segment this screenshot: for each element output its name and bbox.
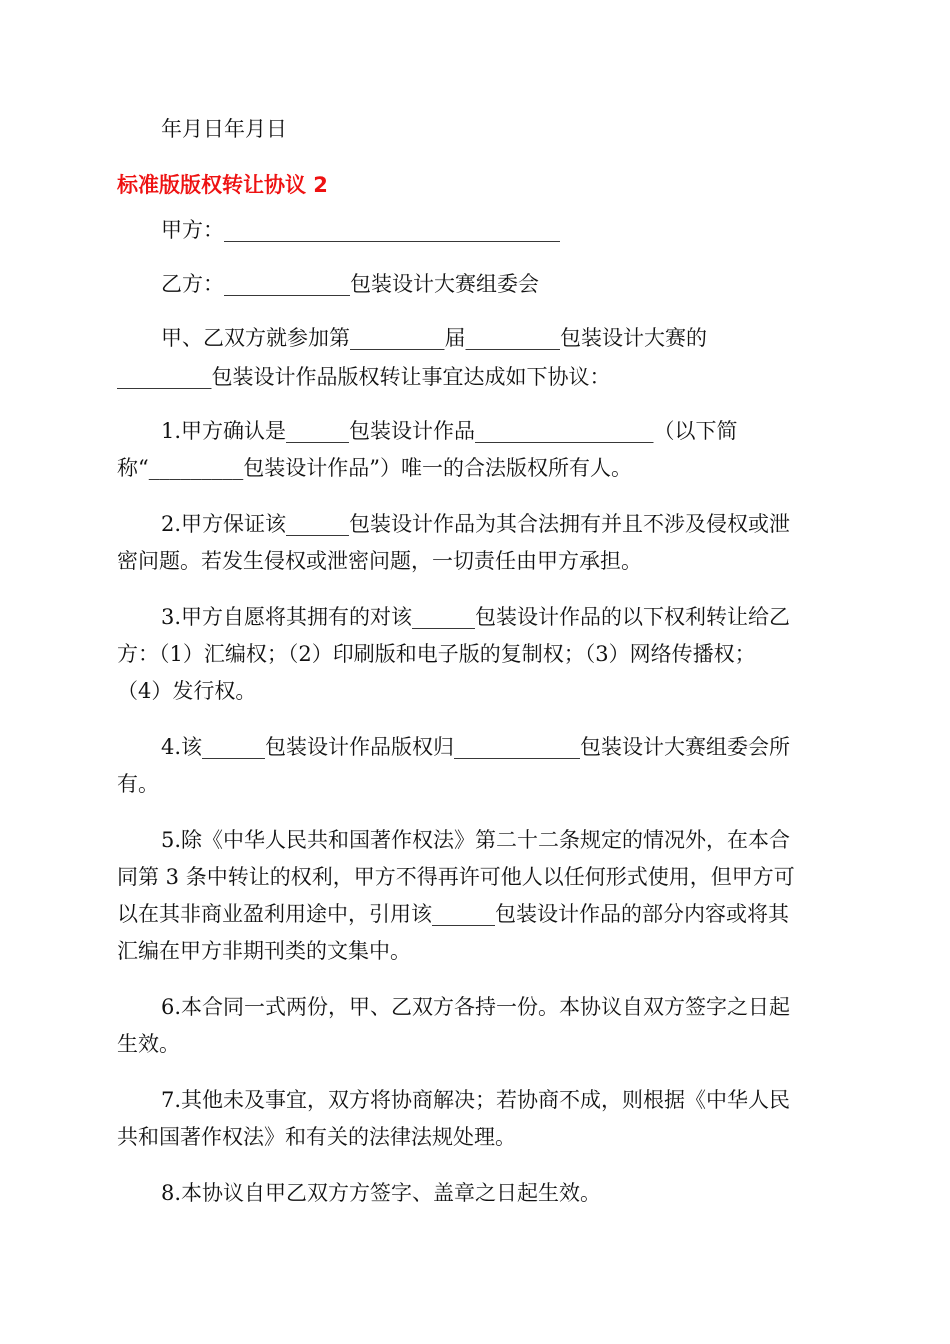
clause-8-line-1: 8.本协议自甲乙双方方签字、盖章之日起生效。 <box>161 1181 602 1205</box>
clause-4-line-2: 有。 <box>117 772 159 796</box>
clause-6-line-2: 生效。 <box>117 1032 180 1056</box>
clause-5-line-2: 同第 3 条中转让的权利，甲方不得再许可他人以任何形式使用，但甲方可 <box>117 865 795 889</box>
clause-3-line-3: （4）发行权。 <box>117 679 257 703</box>
clause-5-line-1: 5.除《中华人民共和国著作权法》第二十二条规定的情况外，在本合 <box>161 828 791 852</box>
intro-line-1: 甲、乙双方就参加第_________届_________包装设计大赛的 <box>161 326 707 350</box>
clause-5-line-3: 以在其非商业盈利用途中，引用该______包装设计作品的部分内容或将其 <box>117 902 789 926</box>
party-a-line: 甲方：________________________________ <box>161 218 560 242</box>
clause-6-line-1: 6.本合同一式两份，甲、乙双方各持一份。本协议自双方签字之日起 <box>161 995 791 1019</box>
date-line: 年月日年月日 <box>161 117 287 141</box>
clause-1-line-2: 称“_________包装设计作品”）唯一的合法版权所有人。 <box>117 456 632 480</box>
document-title: 标准版版权转让协议 2 <box>117 173 328 197</box>
party-b-line: 乙方：____________包装设计大赛组委会 <box>161 272 539 296</box>
clause-3-line-1: 3.甲方自愿将其拥有的对该______包装设计作品的以下权利转让给乙 <box>161 605 791 629</box>
clause-2-line-2: 密问题。若发生侵权或泄密问题，一切责任由甲方承担。 <box>117 549 642 573</box>
clause-1-line-1: 1.甲方确认是______包装设计作品_________________（以下简 <box>161 419 738 443</box>
clause-3-line-2: 方：（1）汇编权；（2）印刷版和电子版的复制权；（3）网络传播权； <box>117 642 756 666</box>
clause-7-line-2: 共和国著作权法》和有关的法律法规处理。 <box>117 1125 516 1149</box>
clause-5-line-4: 汇编在甲方非期刊类的文集中。 <box>117 939 411 963</box>
intro-line-2: _________包装设计作品版权转让事宜达成如下协议： <box>117 365 611 389</box>
clause-4-line-1: 4.该______包装设计作品版权归____________包装设计大赛组委会所 <box>161 735 791 759</box>
clause-2-line-1: 2.甲方保证该______包装设计作品为其合法拥有并且不涉及侵权或泄 <box>161 512 791 536</box>
clause-7-line-1: 7.其他未及事宜，双方将协商解决；若协商不成，则根据《中华人民 <box>161 1088 791 1112</box>
